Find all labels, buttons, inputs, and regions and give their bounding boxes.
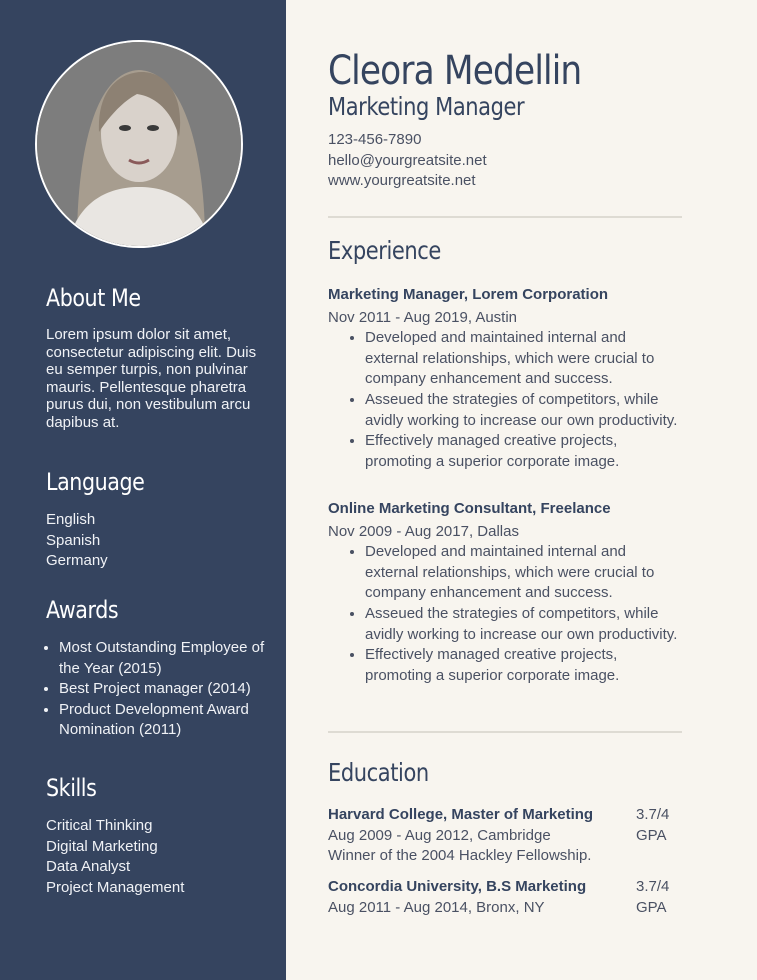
phone-text: 123-456-7890 xyxy=(328,131,422,148)
language-item: English xyxy=(46,511,96,528)
about-section xyxy=(46,284,266,431)
language-section xyxy=(46,468,266,572)
job-bullet: • Effectively managed creative projects, promoting a superior corporate image. xyxy=(365,431,682,472)
skill-item: Data Analyst xyxy=(46,858,131,876)
skills-section xyxy=(46,774,266,898)
education-entry xyxy=(328,877,682,918)
award-item: • Product Development Award Nomination (2011) xyxy=(59,700,266,741)
person-role: Marketing Manager xyxy=(328,92,525,121)
education-row xyxy=(328,805,682,867)
contact-block xyxy=(328,130,487,192)
email-text: hello@yourgreatsite.net xyxy=(328,151,487,169)
skill-item: Project Management xyxy=(46,878,185,896)
education-entry xyxy=(328,805,682,867)
skill-item: Critical Thinking xyxy=(46,817,153,834)
awards-heading: Awards xyxy=(46,596,119,624)
education-gpa xyxy=(636,805,682,867)
gpa-value: 3.7/4 xyxy=(636,878,670,895)
awards-list xyxy=(46,638,266,741)
award-item: • Best Project manager (2014) xyxy=(59,679,266,700)
job-meta: Nov 2009 - Aug 2017, Dallas xyxy=(328,522,519,540)
profile-photo xyxy=(35,40,243,248)
language-heading: Language xyxy=(46,468,145,496)
education-row xyxy=(328,877,682,918)
gpa-label: GPA xyxy=(636,826,667,844)
job-bullets xyxy=(328,328,682,472)
job-bullet: • Developed and maintained internal and external relationships, which were crucial to company enhancement and success. xyxy=(365,542,682,604)
education-note: Winner of the 2004 Hackley Fellowship. xyxy=(328,847,592,865)
education-gpa xyxy=(636,877,682,918)
education-meta: Aug 2009 - Aug 2012, Cambridge xyxy=(328,826,551,844)
job-bullet: • Asseued the strategies of competitors, while avidly working to increase our own productivity. xyxy=(365,390,682,431)
language-item: Spanish xyxy=(46,531,101,549)
job-bullets xyxy=(328,542,682,686)
about-heading: About Me xyxy=(46,284,141,312)
job-bullet: • Developed and maintained internal and external relationships, which were crucial to company enhancement and success. xyxy=(365,328,682,390)
language-list xyxy=(46,510,266,572)
about-text: Lorem ipsum dolor sit amet, consectetur adipiscing elit. Duis eu semper turpis, non pulvinar mauris. Pellentesque pharetra purus dui, non vestibulum arcu dapibus at. xyxy=(46,326,257,431)
experience-heading: Experience xyxy=(328,236,441,265)
education-details xyxy=(328,805,628,867)
awards-section xyxy=(46,596,266,741)
job-title: Marketing Manager, Lorem Corporation xyxy=(328,286,609,303)
education-heading: Education xyxy=(328,758,429,787)
education-details xyxy=(328,877,628,918)
education-title: Harvard College, Master of Marketing xyxy=(328,806,594,823)
portrait-illustration xyxy=(37,42,241,246)
job-bullet: • Asseued the strategies of competitors, while avidly working to increase our own productivity. xyxy=(365,604,682,645)
skills-heading: Skills xyxy=(46,774,97,802)
person-name: Cleora Medellin xyxy=(328,48,582,94)
job-entry xyxy=(328,285,682,472)
divider-top xyxy=(328,216,682,218)
job-meta: Nov 2011 - Aug 2019, Austin xyxy=(328,308,518,326)
gpa-label: GPA xyxy=(636,898,667,916)
job-entry xyxy=(328,499,682,686)
divider-bottom xyxy=(328,731,682,733)
website-text: www.yourgreatsite.net xyxy=(328,172,476,190)
education-meta: Aug 2011 - Aug 2014, Bronx, NY xyxy=(328,898,545,916)
job-bullet: • Effectively managed creative projects, promoting a superior corporate image. xyxy=(365,645,682,686)
gpa-value: 3.7/4 xyxy=(636,806,670,823)
job-title: Online Marketing Consultant, Freelance xyxy=(328,500,611,517)
language-item: Germany xyxy=(46,552,108,570)
skill-item: Digital Marketing xyxy=(46,837,158,855)
award-item: • Most Outstanding Employee of the Year (2015) xyxy=(59,638,266,679)
sidebar xyxy=(0,0,286,980)
education-title: Concordia University, B.S Marketing xyxy=(328,878,587,895)
skills-list xyxy=(46,816,266,898)
